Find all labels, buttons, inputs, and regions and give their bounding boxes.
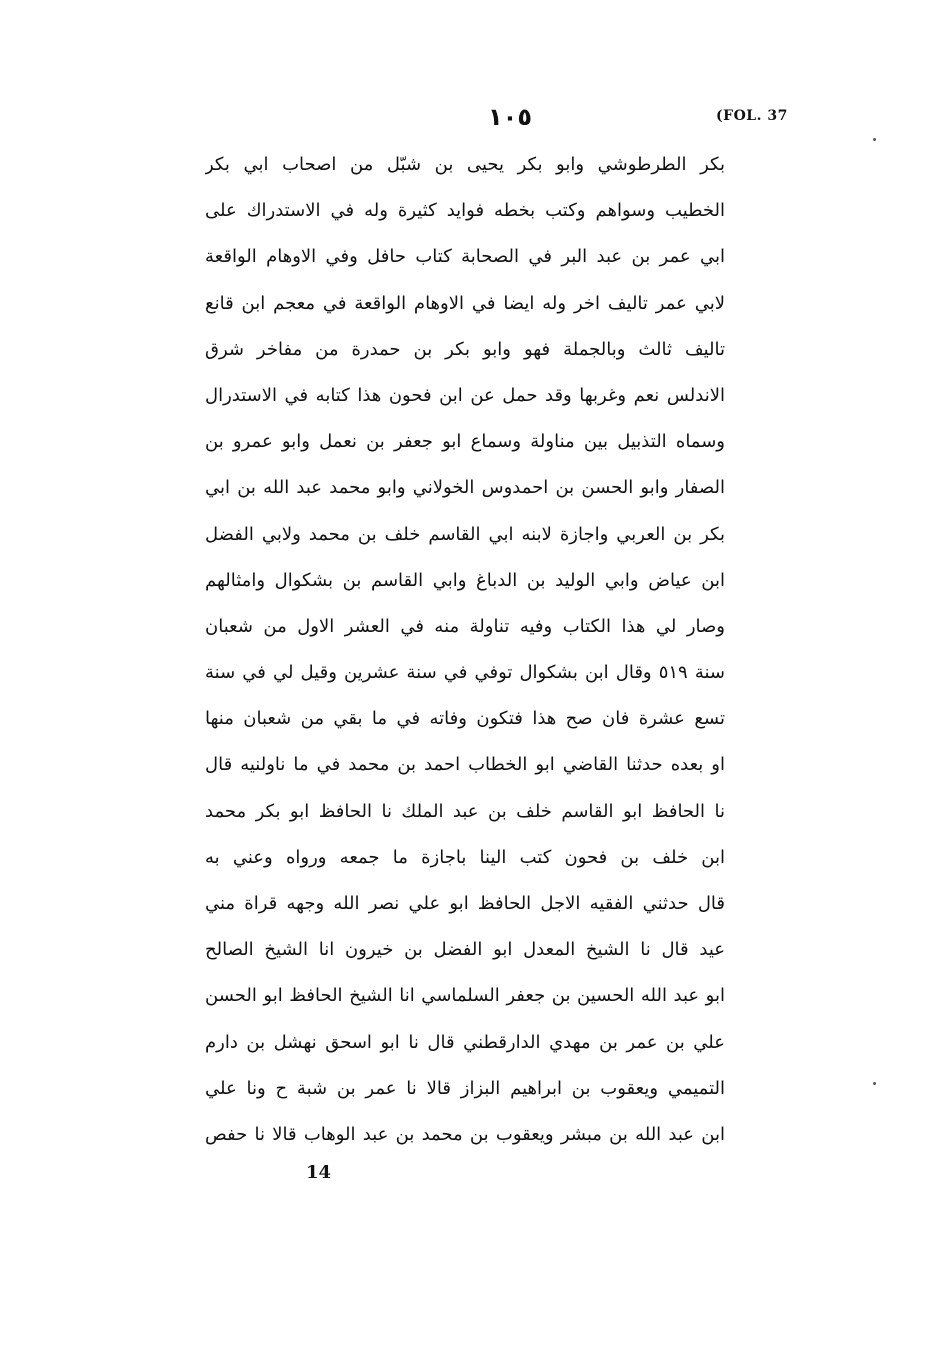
text-line: وسماه التذبيل بين مناولة وسماع ابو جعفر بن نعمل وابو عمرو بن — [205, 431, 725, 453]
text-line: ابو عبد الله الحسين بن جعفر السلماسي انا الشيخ الحافظ ابو الحسن — [205, 985, 725, 1007]
text-line: بكر الطرطوشي وابو بكر يحيى بن شبّل من اصحاب ابي بكر — [205, 154, 725, 175]
text-line: التميمي ويعقوب بن ابراهيم البزاز قالا نا عمر بن شبة ح ونا علي — [205, 1077, 725, 1099]
text-line: نا الحافظ ابو القاسم خلف بن عبد الملك نا الحافظ ابو بكر محمد — [205, 800, 725, 822]
text-line: ابن عبد الله بن مبشر ويعقوب بن محمد بن عبد الوهاب قالا نا حفص — [205, 1123, 725, 1145]
text-line: بكر بن العربي واجازة لابنه ابي القاسم خلف بن محمد ولابي الفضل — [205, 523, 725, 545]
signature-mark: 14 — [306, 1162, 332, 1183]
text-line: الخطيب وسواهم وكتب بخطه فوايد كثيرة وله في الاستدراك على — [205, 200, 725, 222]
body-text — [205, 142, 725, 1158]
text-line: عيد قال نا الشيخ المعدل ابو الفضل بن خيرون انا الشيخ الصالح — [205, 939, 725, 961]
text-line: او بعده حدثنا القاضي ابو الخطاب احمد بن محمد في ما ناولنيه قال — [205, 754, 725, 776]
paper-speck — [873, 1082, 876, 1085]
text-line: قال حدثني الفقيه الاجل الحافظ ابو علي نصر الله وجهه قراة مني — [205, 893, 725, 914]
text-line: وصار لي هذا الكتاب وفيه تناولة منه في العشر الاول من شعبان — [205, 615, 725, 637]
text-line: سنة ٥١٩ وقال ابن بشكوال توفي في سنة عشرين وقيل لي في سنة — [205, 662, 725, 684]
text-line: تاليف ثالث وبالجملة فهو وابو بكر بن حمدرة من مفاخر شرق — [205, 338, 725, 360]
text-line: تسع عشرة فان صح هذا فتكون وفاته في ما بقي من شعبان منها — [205, 708, 725, 730]
folio-marker: (FOL. 37 — [716, 108, 788, 124]
text-line: ابن عياض وابي الوليد بن الدباغ وابي القاسم بن بشكوال وامثالهم — [205, 569, 725, 591]
page-number: ١٠٥ — [488, 103, 532, 131]
text-line: الاندلس نعم وغربها وقد حمل عن ابن فحون هذا كتابه في الاستدرال — [205, 384, 725, 406]
paper-speck — [873, 138, 876, 141]
text-line: ابن خلف بن فحون كتب الينا باجازة ما جمعه ورواه وعني به — [205, 846, 725, 868]
text-line: الصفار وابو الحسن بن احمدوس الخولاني وابو محمد عبد الله بن ابي — [205, 477, 725, 499]
text-line: ابي عمر بن عبد البر في الصحابة كتاب حافل وفي الاوهام الواقعة — [205, 246, 725, 268]
text-line: علي بن عمر بن مهدي الدارقطني قال نا ابو اسحق نهشل بن دارم — [205, 1031, 725, 1053]
text-line: لابي عمر تاليف اخر وله ايضا في الاوهام الواقعة في معجم ابن قانع — [205, 292, 725, 314]
